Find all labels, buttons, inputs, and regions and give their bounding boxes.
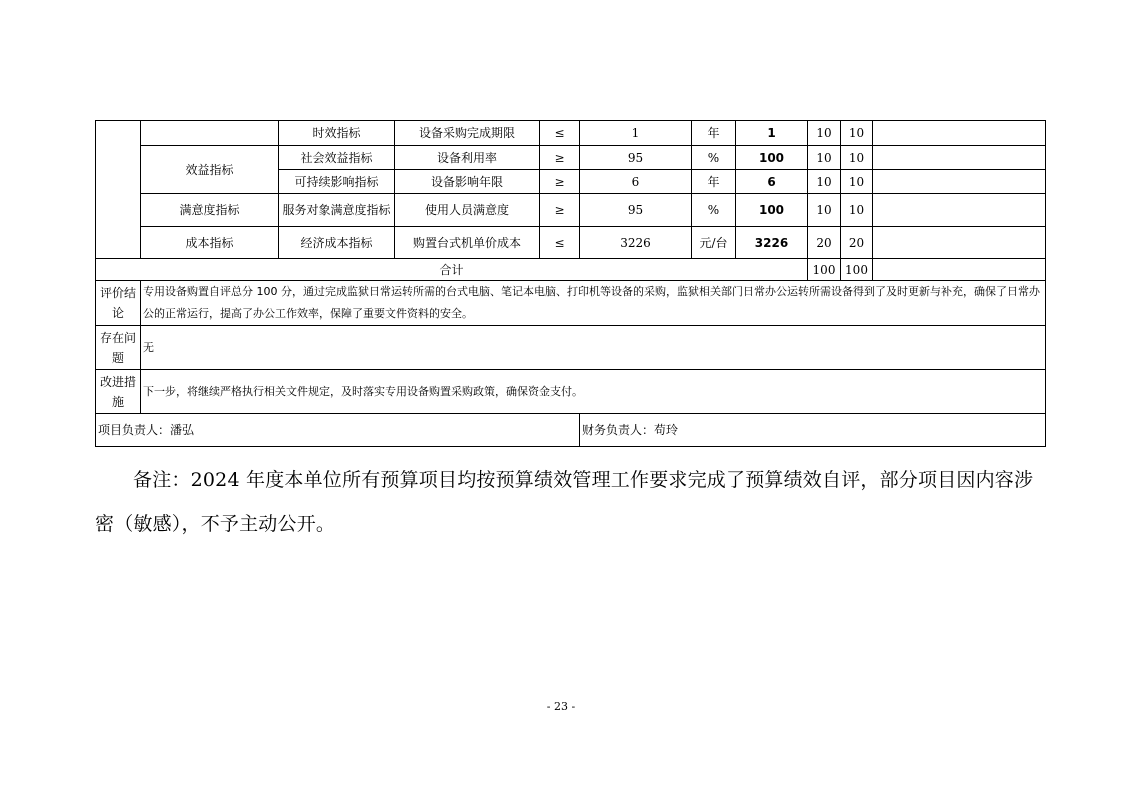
total-score: 100 [841, 259, 873, 281]
target-value: 6 [580, 170, 692, 194]
unit: 元/台 [692, 227, 736, 259]
comparison-symbol: ≤ [540, 227, 580, 259]
actual-value: 6 [736, 170, 808, 194]
score: 20 [841, 227, 873, 259]
indicator-name: 设备采购完成期限 [395, 121, 540, 146]
weight: 10 [808, 121, 841, 146]
score: 10 [841, 170, 873, 194]
performance-table [95, 120, 1046, 447]
indicator-name: 使用人员满意度 [395, 194, 540, 227]
target-value: 3226 [580, 227, 692, 259]
indicator-name: 设备利用率 [395, 146, 540, 170]
weight: 10 [808, 194, 841, 227]
remark [873, 170, 1046, 194]
comparison-symbol: ≥ [540, 146, 580, 170]
weight: 10 [808, 170, 841, 194]
primary-indicator-cell [96, 121, 141, 259]
improvements-text: 下一步，将继续严格执行相关文件规定，及时落实专用设备购置采购政策，确保资金支付。 [141, 370, 1046, 414]
table-row [96, 121, 1046, 146]
remark [873, 194, 1046, 227]
indicator-name: 设备影响年限 [395, 170, 540, 194]
remark [873, 146, 1046, 170]
weight: 20 [808, 227, 841, 259]
problems-row [96, 326, 1046, 370]
secondary-indicator [141, 121, 279, 146]
problems-label: 存在问题 [96, 326, 141, 370]
unit: % [692, 146, 736, 170]
table-row [96, 146, 1046, 170]
finance-lead: 财务负责人：苟玲 [580, 414, 1046, 447]
footnote: 备注：2024 年度本单位所有预算项目均按预算绩效管理工作要求完成了预算绩效自评，部分项目因内容涉密（敏感），不予主动公开。 [95, 469, 1034, 535]
improvements-row [96, 370, 1046, 414]
page-number: - 23 - [546, 700, 576, 713]
unit: % [692, 194, 736, 227]
indicator-name: 购置台式机单价成本 [395, 227, 540, 259]
score: 10 [841, 121, 873, 146]
actual-value: 1 [736, 121, 808, 146]
secondary-indicator: 效益指标 [141, 146, 279, 194]
evaluation-row [96, 281, 1046, 326]
comparison-symbol: ≤ [540, 121, 580, 146]
total-label: 合计 [96, 259, 808, 281]
secondary-indicator: 满意度指标 [141, 194, 279, 227]
comparison-symbol: ≥ [540, 170, 580, 194]
target-value: 1 [580, 121, 692, 146]
score: 10 [841, 194, 873, 227]
actual-value: 100 [736, 194, 808, 227]
tertiary-indicator: 经济成本指标 [279, 227, 395, 259]
evaluation-label: 评价结论 [96, 281, 141, 326]
total-remark [873, 259, 1046, 281]
improvements-label: 改进措施 [96, 370, 141, 414]
table-row [96, 194, 1046, 227]
tertiary-indicator: 服务对象满意度指标 [279, 194, 395, 227]
target-value: 95 [580, 146, 692, 170]
target-value: 95 [580, 194, 692, 227]
remark [873, 121, 1046, 146]
tertiary-indicator: 社会效益指标 [279, 146, 395, 170]
total-weight: 100 [808, 259, 841, 281]
tertiary-indicator: 时效指标 [279, 121, 395, 146]
problems-text: 无 [141, 326, 1046, 370]
tertiary-indicator: 可持续影响指标 [279, 170, 395, 194]
unit: 年 [692, 170, 736, 194]
secondary-indicator: 成本指标 [141, 227, 279, 259]
evaluation-text: 专用设备购置自评总分 100 分，通过完成监狱日常运转所需的台式电脑、笔记本电脑、打印机等设备的采购，监狱相关部门日常办公运转所需设备得到了及时更新与补充，确保了日常办公的正常运行，提高了办公工作效率，保障了重要文件资料的安全。 [141, 281, 1046, 326]
score: 10 [841, 146, 873, 170]
remark [873, 227, 1046, 259]
comparison-symbol: ≥ [540, 194, 580, 227]
actual-value: 100 [736, 146, 808, 170]
table-row [96, 227, 1046, 259]
signature-row [96, 414, 1046, 447]
project-lead: 项目负责人：潘弘 [96, 414, 580, 447]
actual-value: 3226 [736, 227, 808, 259]
weight: 10 [808, 146, 841, 170]
total-row [96, 259, 1046, 281]
unit: 年 [692, 121, 736, 146]
